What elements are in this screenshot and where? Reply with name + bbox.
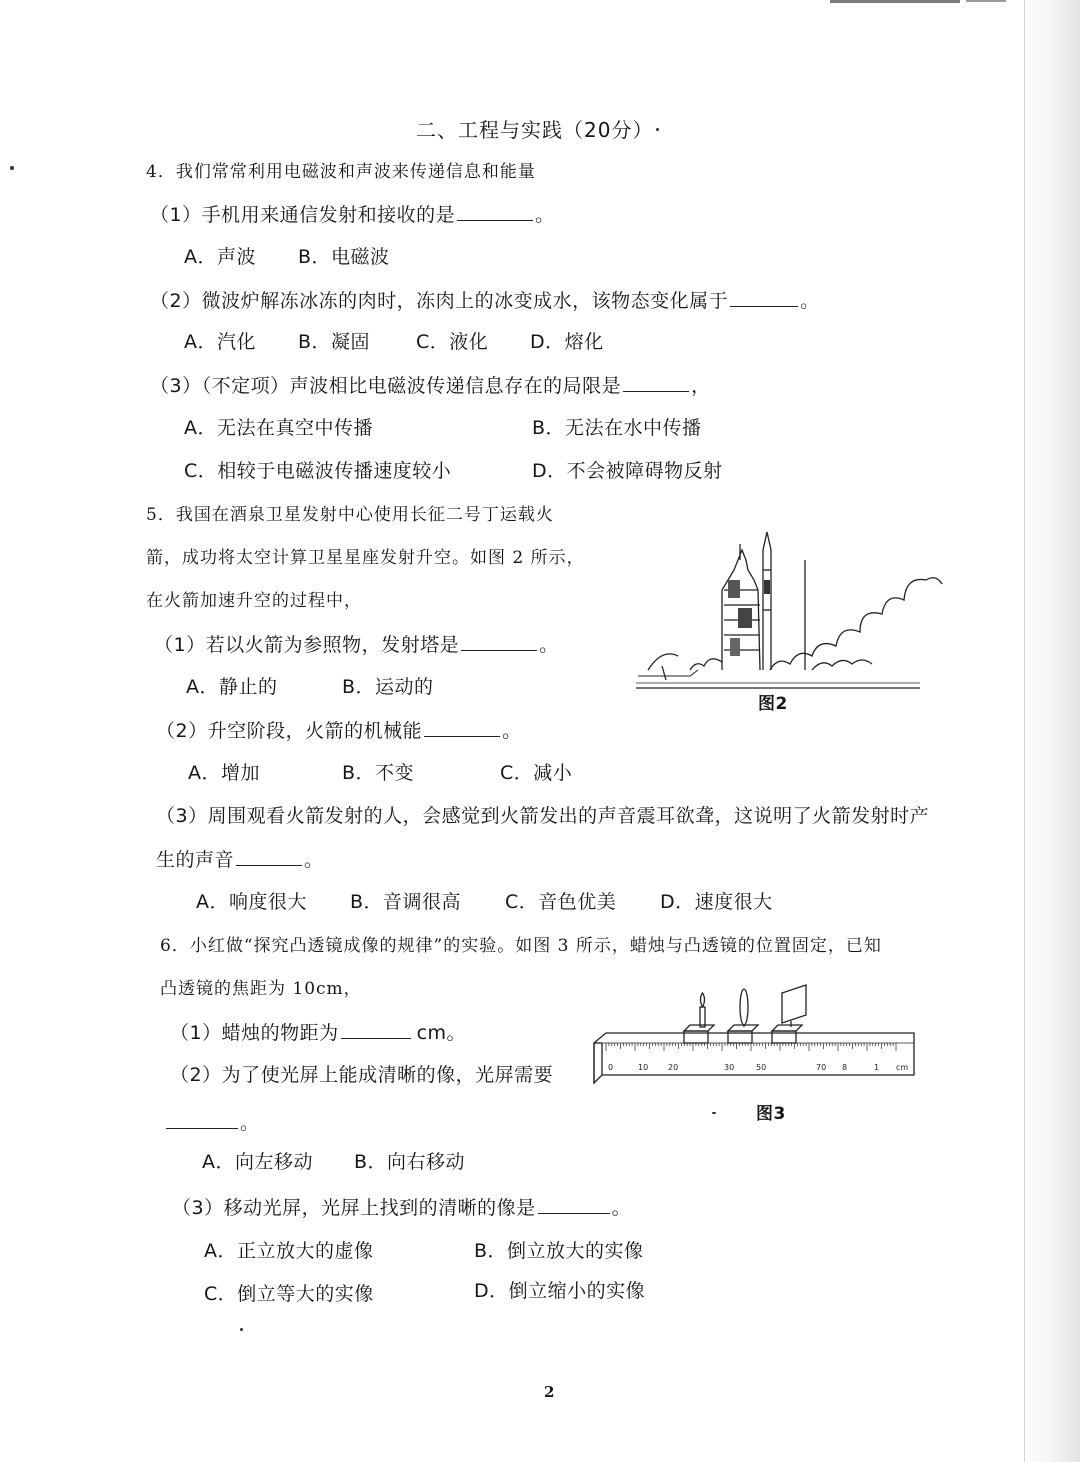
section-title: 二、工程与实践（20分） [416, 118, 654, 142]
q4-part1-text: （1）手机用来通信发射和接收的是 [150, 204, 456, 226]
q6-part1-text: （1）蜡烛的物距为 [170, 1022, 339, 1044]
answer-blank[interactable] [457, 202, 533, 221]
q6-part3-text: （3）移动光屏，光屏上找到的清晰的像是 [172, 1197, 536, 1219]
lens-holder [728, 1025, 758, 1031]
q5-part2 [156, 718, 522, 743]
q4-p2-option-a: A．汽化 [184, 331, 256, 353]
q5-p2-option-b: B．不变 [342, 762, 415, 784]
q4-p1-option-b: B．电磁波 [298, 246, 390, 268]
q5-part3-line2 [156, 847, 324, 872]
candle [700, 1007, 705, 1027]
q5-stem-line2: 箭，成功将太空计算卫星星座发射升空。如图 2 所示， [146, 548, 585, 568]
q5-part2-text: （2）升空阶段，火箭的机械能 [156, 720, 423, 742]
q5-stem-line3: 在火箭加速升空的过程中， [146, 591, 362, 611]
q6-stem-line1: 6．小红做“探究凸透镜成像的规律”的实验。如图 3 所示，蜡烛与凸透镜的位置固定，已知 [160, 936, 882, 956]
bench-body [594, 1033, 914, 1083]
q4-stem: 4．我们常常利用电磁波和声波来传递信息和能量 [146, 162, 536, 182]
q5-p3-option-a: A．响度很大 [196, 891, 307, 913]
ruler-label: cm [896, 1063, 909, 1072]
figure2-caption: 图2 [758, 694, 788, 714]
q5-part3-text: 生的声音 [156, 849, 235, 871]
optical-bench-figure [588, 985, 918, 1095]
q4-part1 [150, 202, 555, 227]
q4-part3-text: （3）（不定项）声波相比电磁波传递信息存在的局限是 [150, 375, 622, 397]
ruler-label: 8 [842, 1063, 848, 1072]
answer-blank[interactable] [236, 847, 302, 866]
ruler-labels [608, 1063, 908, 1072]
smoke-left [690, 659, 722, 670]
scan-speck [712, 1112, 716, 1114]
q5-p3-option-b: B．音调很高 [350, 891, 462, 913]
q5-p2-option-c: C．减小 [500, 762, 573, 784]
q4-p3-option-c: C．相较于电磁波传播速度较小 [184, 460, 452, 482]
q4-part2-text: （2）微波炉解冻冰冻的肉时，冻肉上的冰变成水，该物态变化属于 [150, 290, 729, 312]
scan-mark [966, 0, 1006, 2]
answer-blank[interactable] [461, 632, 537, 651]
rocket [763, 532, 771, 670]
punct: 。 [502, 720, 522, 742]
candle-flame [701, 993, 705, 1007]
candle-holder [684, 1025, 714, 1031]
answer-blank[interactable] [538, 1195, 610, 1214]
smoke-cloud [770, 578, 942, 670]
page-edge-line [1024, 0, 1025, 1462]
punct: 。 [304, 849, 324, 871]
answer-blank[interactable] [730, 288, 798, 307]
q5-part1-text: （1）若以火箭为参照物，发射塔是 [154, 634, 460, 656]
q6-p3-option-d: D．倒立缩小的实像 [474, 1280, 646, 1302]
q4-p1-option-a: A．声波 [184, 246, 256, 268]
q5-part1 [154, 632, 559, 657]
screen-holder [772, 1025, 802, 1031]
q4-p3-option-d: D．不会被障碍物反射 [532, 460, 723, 482]
q4-p2-option-d: D．熔化 [530, 331, 604, 353]
punct: 。 [800, 290, 820, 312]
ruler-ticks [606, 1043, 896, 1051]
figure3-caption: 图3 [756, 1104, 786, 1124]
ruler-label: 20 [668, 1063, 679, 1072]
page-number: 2 [544, 1383, 555, 1401]
q4-p2-option-b: B．凝固 [298, 331, 371, 353]
ruler-label: 1 [874, 1063, 880, 1072]
punct: ， [691, 375, 711, 397]
q5-p3-option-c: C．音色优美 [505, 891, 617, 913]
q4-p3-option-a: A．无法在真空中传播 [184, 417, 373, 439]
convex-lens [740, 989, 748, 1025]
answer-blank[interactable] [341, 1020, 411, 1039]
rocket-launch-figure [630, 520, 930, 695]
punct: 。 [240, 1112, 260, 1134]
q5-p1-option-a: A．静止的 [186, 676, 278, 698]
q6-part3 [172, 1195, 631, 1220]
light-screen [782, 985, 806, 1023]
q5-part3-line1: （3）周围观看火箭发射的人，会感觉到火箭发出的声音震耳欲聋，这说明了火箭发射时产 [156, 805, 930, 827]
ruler-label: 10 [638, 1063, 649, 1072]
q6-p3-option-c: C．倒立等大的实像 [204, 1283, 374, 1305]
q4-p3-option-b: B．无法在水中传播 [532, 417, 702, 439]
scan-speck [656, 128, 659, 131]
q6-p3-option-b: B．倒立放大的实像 [474, 1240, 644, 1262]
scan-speck [240, 1328, 243, 1331]
q6-stem-line2: 凸透镜的焦距为 10cm， [160, 979, 362, 999]
q5-p2-option-a: A．增加 [188, 762, 260, 784]
q6-part2-blank [164, 1110, 260, 1135]
page-edge-shadow [1022, 0, 1080, 1462]
q5-p3-option-d: D．速度很大 [660, 891, 773, 913]
ruler-label: 50 [756, 1063, 767, 1072]
punct: 。 [535, 204, 555, 226]
scan-mark [830, 0, 960, 3]
q5-stem-line1: 5．我国在酒泉卫星发射中心使用长征二号丁运载火 [146, 505, 554, 525]
ruler-label: 0 [608, 1063, 614, 1072]
q6-p2-option-a: A．向左移动 [202, 1151, 313, 1173]
ruler-label: 30 [724, 1063, 735, 1072]
punct: 。 [611, 1197, 632, 1219]
q6-p2-option-b: B．向右移动 [354, 1151, 466, 1173]
q5-p1-option-b: B．运动的 [342, 676, 434, 698]
q4-part3 [150, 373, 711, 398]
answer-blank[interactable] [424, 718, 500, 737]
unit: cm。 [416, 1022, 467, 1044]
q4-part2 [150, 288, 820, 313]
ruler-label: 70 [816, 1063, 827, 1072]
answer-blank[interactable] [623, 373, 689, 392]
answer-blank[interactable] [166, 1110, 238, 1129]
q6-p3-option-a: A．正立放大的虚像 [204, 1240, 374, 1262]
punct: 。 [539, 634, 559, 656]
q4-p2-option-c: C．液化 [416, 331, 489, 353]
q6-part1 [170, 1020, 466, 1045]
scan-speck [10, 166, 14, 170]
q6-part2: （2）为了使光屏上能成清晰的像，光屏需要 [170, 1064, 554, 1086]
